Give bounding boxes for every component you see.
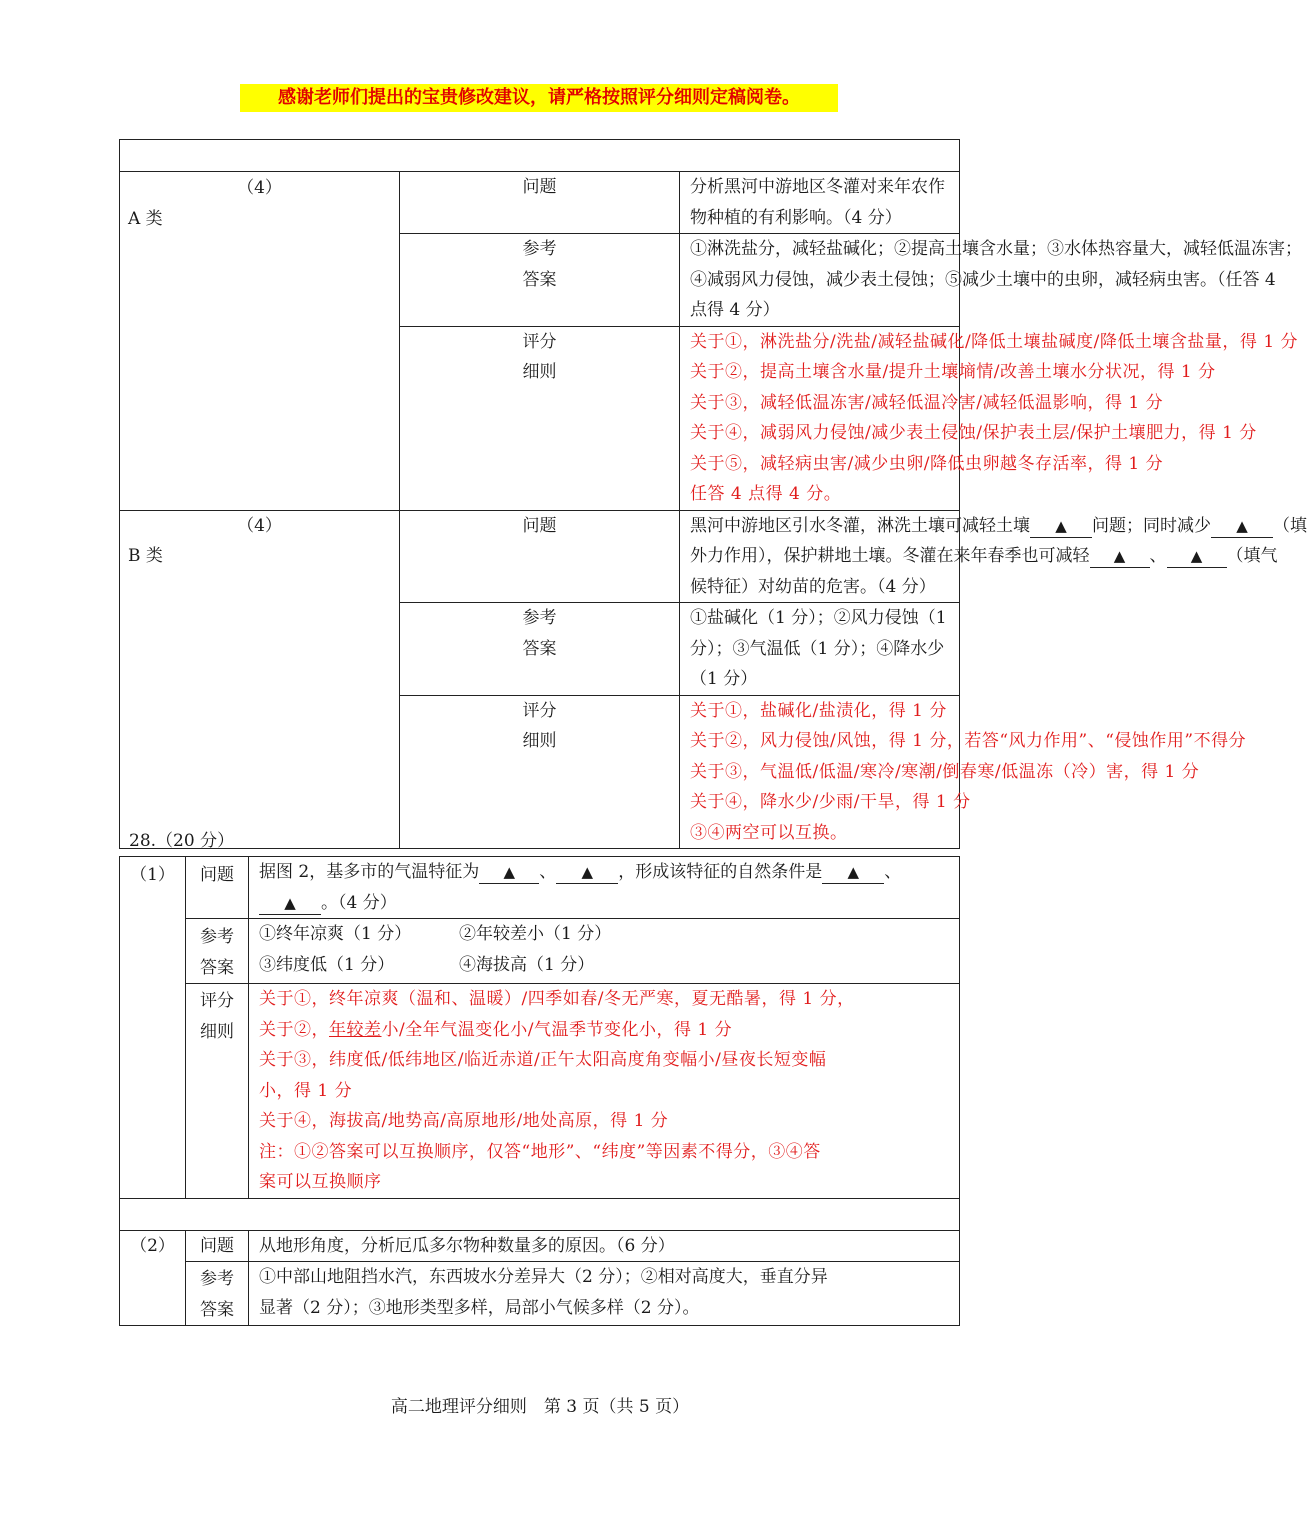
detail-line: 关于①，盐碱化/盐渍化，得 1 分 xyxy=(690,700,947,721)
question-label: 问题 xyxy=(186,1230,249,1262)
page-footer: 高二地理评分细则 第 3 页（共 5 页） xyxy=(390,1397,690,1417)
detail-line: ③④两空可以互换。 xyxy=(690,822,848,843)
detail-line: 关于④，降水少/少雨/干旱，得 1 分 xyxy=(690,792,971,812)
q28-2-label: （2） xyxy=(120,1230,186,1326)
q28-1-label: （1） xyxy=(120,857,186,1199)
q27-4a-answer xyxy=(680,234,1302,327)
q-number: （4） xyxy=(237,178,282,198)
fill-blank xyxy=(1090,545,1150,568)
q27-4b-label xyxy=(120,510,400,849)
q28-2-question: 从地形角度，分析厄瓜多尔物种数量多的原因。（6 分） xyxy=(249,1230,960,1262)
question-label: 问题 xyxy=(400,510,680,603)
q28-1-answer xyxy=(249,919,960,984)
q27-4a-detail xyxy=(680,326,1299,510)
answer-label: 参考 答案 xyxy=(400,234,680,327)
answer-line: ①中部山地阻挡水汽，东西坡水分差异大（2 分）；②相对高度大，垂直分异 xyxy=(259,1267,828,1287)
fill-blank xyxy=(1167,545,1227,568)
q27-4a-label xyxy=(120,172,400,511)
q28-2-answer xyxy=(249,1262,960,1326)
q28-1-question: 据图 2，基多市的气温特征为 ▲ 、 ▲ ，形成该特征的自然条件是 ▲ 、 ▲ 。（4 分） xyxy=(249,857,960,919)
triangle-mark-icon: ▲ xyxy=(1190,547,1203,565)
triangle-mark-icon: ▲ xyxy=(581,863,593,881)
q27-scoring-table xyxy=(119,139,1307,849)
q28-heading: 28.（20 分） xyxy=(129,831,235,851)
q27-4b-answer: ①盐碱化（1 分）；②风力侵蚀（1 分）；③气温低（1 分）；④降水少（1 分） xyxy=(680,603,960,696)
q-category: B 类 xyxy=(128,546,163,566)
detail-line: 关于①，淋洗盐分/洗盐/减轻盐碱化/降低土壤盐碱度/降低土壤含盐量，得 1 分 xyxy=(690,331,1299,352)
q28-1-detail xyxy=(249,984,960,1199)
answer-line: ①淋洗盐分，减轻盐碱化；②提高土壤含水量；③水体热容量大，减轻低温冻害； xyxy=(690,239,1302,259)
underlined-term: 年较差 xyxy=(329,1019,382,1040)
detail-label: 评分 细则 xyxy=(400,326,680,510)
detail-line: 关于④，减弱风力侵蚀/减少表土侵蚀/保护表土层/保护土壤肥力，得 1 分 xyxy=(690,423,1257,443)
detail-line: 关于②，风力侵蚀/风蚀，得 1 分，若答“风力作用”、“侵蚀作用”不得分 xyxy=(690,731,1247,751)
answer-item: ③纬度低（1 分） xyxy=(259,954,395,975)
fill-blank xyxy=(1030,515,1092,538)
triangle-mark-icon: ▲ xyxy=(1055,516,1067,535)
q-number: （4） xyxy=(237,515,282,536)
triangle-mark-icon: ▲ xyxy=(284,893,296,912)
detail-line: 关于②，年较差小/全年气温变化小/气温季节变化小，得 1 分 xyxy=(259,1019,733,1040)
triangle-mark-icon: ▲ xyxy=(1236,516,1248,535)
detail-label: 评分 细则 xyxy=(400,695,680,849)
q-category: A 类 xyxy=(128,208,163,229)
detail-line: 关于③，气温低/低温/寒冷/寒潮/倒春寒/低温冻（冷）害，得 1 分 xyxy=(690,761,1200,782)
triangle-mark-icon: ▲ xyxy=(847,863,859,881)
detail-line: 案可以互换顺序 xyxy=(259,1172,382,1192)
q27-4a-question: 分析黑河中游地区冬灌对来年农作物种植的有利影响。（4 分） xyxy=(680,172,960,234)
detail-label: 评分 细则 xyxy=(186,984,249,1199)
question-label: 问题 xyxy=(400,172,680,234)
answer-label: 参考 答案 xyxy=(186,919,249,984)
fill-blank xyxy=(556,861,618,884)
answer-line: ④减弱风力侵蚀，减少表土侵蚀；⑤减少土壤中的虫卵，减轻病虫害。（任答 4 xyxy=(690,269,1276,290)
detail-line: 小，得 1 分 xyxy=(259,1080,353,1101)
table-header-row xyxy=(120,140,960,172)
detail-line: 关于③，减轻低温冻害/减轻低温冷害/减轻低温影响，得 1 分 xyxy=(690,392,1164,413)
q27-4b-detail xyxy=(680,695,1247,849)
fill-blank xyxy=(259,892,321,915)
triangle-mark-icon: ▲ xyxy=(1113,547,1126,565)
detail-line: 注：①②答案可以互换顺序，仅答“地形”、“纬度”等因素不得分，③④答 xyxy=(259,1141,821,1162)
detail-line: 任答 4 点得 4 分。 xyxy=(690,484,842,504)
detail-line: 关于①，终年凉爽（温和、温暖）/四季如春/冬无严寒，夏无酷暑，得 1 分， xyxy=(259,989,855,1009)
detail-line: 关于③，纬度低/低纬地区/临近赤道/正午太阳高度角变幅小/昼夜长短变幅 xyxy=(259,1050,827,1070)
q28-scoring-table xyxy=(119,856,960,1326)
fill-blank xyxy=(1211,515,1273,538)
question-label: 问题 xyxy=(186,857,249,919)
q27-4b-question: 黑河中游地区引水冬灌，淋洗土壤可减轻土壤 ▲ 问题；同时减少 ▲ （填 外力作用），保护耕地土壤。冬灌在来年春季也可减轻 ▲ 、 ▲ （填气 候特征）对幼苗的危害。（4 分） xyxy=(680,510,960,603)
answer-item: ④海拔高（1 分） xyxy=(459,954,595,975)
fill-blank xyxy=(822,861,884,884)
detail-line: 关于④，海拔高/地势高/高原地形/地处高原，得 1 分 xyxy=(259,1111,669,1131)
notice-banner: 感谢老师们提出的宝贵修改建议，请严格按照评分细则定稿阅卷。 xyxy=(240,84,838,112)
answer-item: ②年较差小（1 分） xyxy=(459,924,612,944)
triangle-mark-icon: ▲ xyxy=(503,863,515,881)
detail-line: 关于⑤，减轻病虫害/减少虫卵/降低虫卵越冬存活率，得 1 分 xyxy=(690,453,1164,474)
answer-label: 参考 答案 xyxy=(186,1262,249,1326)
answer-line: 点得 4 分） xyxy=(690,300,780,320)
answer-item: ①终年凉爽（1 分） xyxy=(259,924,412,944)
answer-label: 参考 答案 xyxy=(400,603,680,696)
detail-line: 关于②，提高土壤含水量/提升土壤墒情/改善土壤水分状况，得 1 分 xyxy=(690,362,1216,382)
table-separator-row xyxy=(120,1198,960,1230)
fill-blank xyxy=(479,861,539,884)
answer-line: 显著（2 分）；③地形类型多样，局部小气候多样（2 分）。 xyxy=(259,1297,700,1318)
